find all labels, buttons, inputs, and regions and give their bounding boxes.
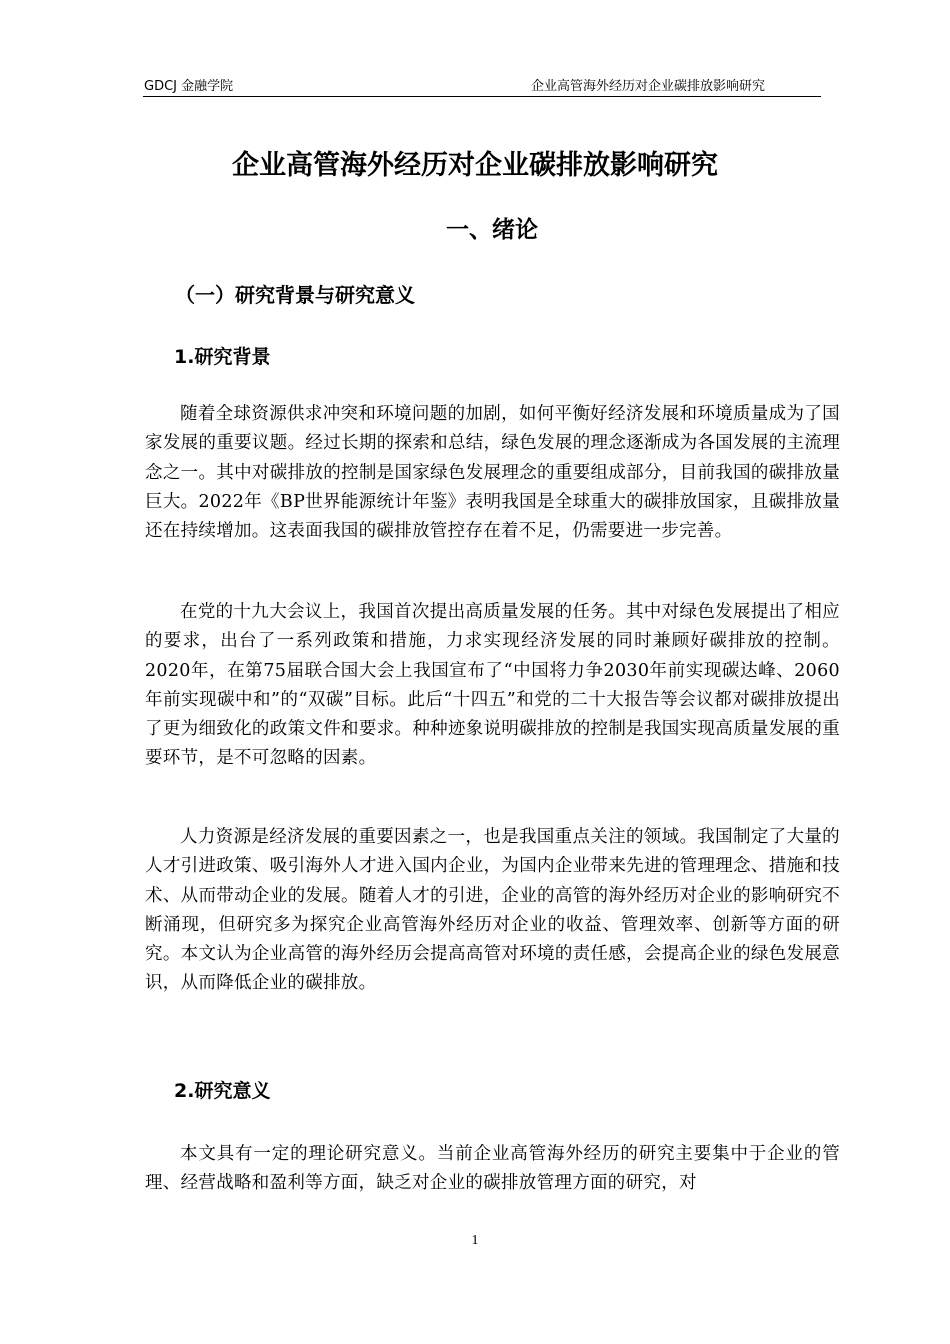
paragraph: 随着全球资源供求冲突和环境问题的加剧，如何平衡好经济发展和环境质量成为了国家发展的重要议题。经过长期的探索和总结，绿色发展的理念逐渐成为各国发展的主流理念之一。其中对碳排放的控制是国家绿色发展理念的重要组成部分，目前我国的碳排放量巨大。2022年《BP世界能源统计年鉴》表明我国是全球重大的碳排放国家，且碳排放量还在持续增加。这表面我国的碳排放管控存在着不足，仍需要进一步完善。 bbox=[145, 404, 840, 542]
chapter-heading: 一、绪论 bbox=[446, 217, 538, 243]
paragraph: 本文具有一定的理论研究意义。当前企业高管海外经历的研究主要集中于企业的管理、经营战略和盈利等方面，缺乏对企业的碳排放管理方面的研究，对 bbox=[145, 1144, 840, 1194]
subsection-heading-significance: 2.研究意义 bbox=[174, 1080, 271, 1102]
subsection-heading-background: 1.研究背景 bbox=[174, 346, 271, 368]
document-title: 企业高管海外经历对企业碳排放影响研究 bbox=[232, 150, 718, 181]
page-header bbox=[143, 76, 821, 97]
section-heading: （一）研究背景与研究意义 bbox=[175, 283, 415, 307]
header-left-text: GDCJ 金融学院 bbox=[144, 79, 234, 94]
header-right-text: 企业高管海外经历对企业碳排放影响研究 bbox=[530, 79, 765, 94]
page-number: 1 bbox=[471, 1233, 479, 1248]
paragraph: 在党的十九大会议上，我国首次提出高质量发展的任务。其中对绿色发展提出了相应的要求，出台了一系列政策和措施，力求实现经济发展的同时兼顾好碳排放的控制。2020年，在第75届联合国大会上我国宣布了“中国将力争2030年前实现碳达峰、2060年前实现碳中和”的“双碳”目标。此后“十四五”和党的二十大报告等会议都对碳排放提出了更为细致化的政策文件和要求。种种迹象说明碳排放的控制是我国实现高质量发展的重要环节，是不可忽略的因素。 bbox=[145, 602, 840, 769]
paragraph: 人力资源是经济发展的重要因素之一，也是我国重点关注的领域。我国制定了大量的人才引进政策、吸引海外人才进入国内企业，为国内企业带来先进的管理理念、措施和技术、从而带动企业的发展。随着人才的引进，企业的高管的海外经历对企业的影响研究不断涌现，但研究多为探究企业高管海外经历对企业的收益、管理效率、创新等方面的研究。本文认为企业高管的海外经历会提高高管对环境的责任感，会提高企业的绿色发展意识，从而降低企业的碳排放。 bbox=[145, 827, 840, 994]
